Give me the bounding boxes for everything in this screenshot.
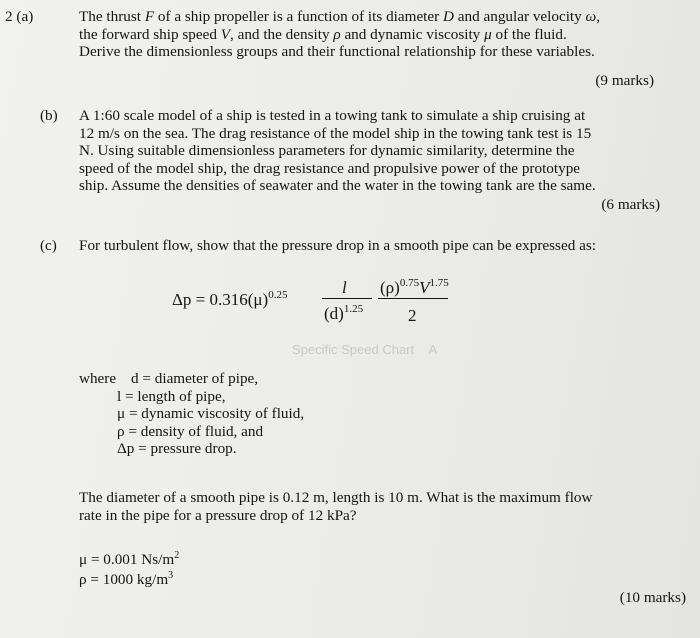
definition-item: ρ = density of fluid, and <box>117 422 264 440</box>
definition-item: l = length of pipe, <box>117 387 226 405</box>
question-b-text: A 1:60 scale model of a ship is tested in a towing tank to simulate a ship cruising at 12 m/s on the sea. The drag resistance of the model ship in the towing tank test is 15 N. Using suitable dimensionless parameters for dynamic similarity, determine the speed of the model ship, the drag resistance and propulsive power of the prototype ship. Assume the densities of seawater and the water in the towing tank are the same. <box>79 107 596 195</box>
question-c-task: The diameter of a smooth pipe is 0.12 m, length is 10 m. What is the maximum flow rate in the pipe for a pressure drop of 12 kPa? <box>79 489 593 524</box>
mu-exponent: 0.25 <box>268 289 288 301</box>
fraction-denominator-d: $(d)^{1.25}$ <box>324 303 364 323</box>
fraction-numerator-rho-v: $(\rho)^{0.75}V^{1.75}$ <box>380 277 449 297</box>
definition-item: μ = dynamic viscosity of fluid, <box>117 405 305 423</box>
marks-b: (6 marks) <box>601 196 660 213</box>
given-values <box>79 551 179 590</box>
fraction-bar-1 <box>322 298 372 299</box>
show-through-text: Specific Speed Chart A <box>292 342 438 357</box>
marks-a: (9 marks) <box>595 72 654 89</box>
question-number: 2 (a) <box>5 8 34 25</box>
given-viscosity: μ = 0.001 $Ns/m^2$ <box>79 550 180 568</box>
marks-c: (10 marks) <box>619 589 686 606</box>
definition-item: Δp = pressure drop. <box>117 440 237 458</box>
fraction-numerator-l: l <box>342 278 347 297</box>
where-label: where <box>79 370 117 387</box>
question-c-intro: For turbulent flow, show that the pressure drop in a smooth pipe can be expressed as: <box>79 237 596 254</box>
question-b-label: (b) <box>40 107 58 124</box>
question-c-label: (c) <box>40 237 57 254</box>
definition-item: d = diameter of pipe, <box>131 370 259 387</box>
definition-list <box>117 370 305 458</box>
fraction-bar-2 <box>378 298 448 299</box>
given-density: ρ = 1000 $kg/m^3$ <box>79 569 174 588</box>
question-a-text: The thrust F of a ship propeller is a function of its diameter D and angular velocity ω, the forward ship speed V, and the density ρ and dynamic viscosity μ of the fluid. Derive the dimensionless groups and their functional relationship for these variables. <box>79 8 601 61</box>
equation-lhs: Δp = 0.316(μ) <box>172 290 269 309</box>
fraction-denominator-2: 2 <box>408 306 417 325</box>
